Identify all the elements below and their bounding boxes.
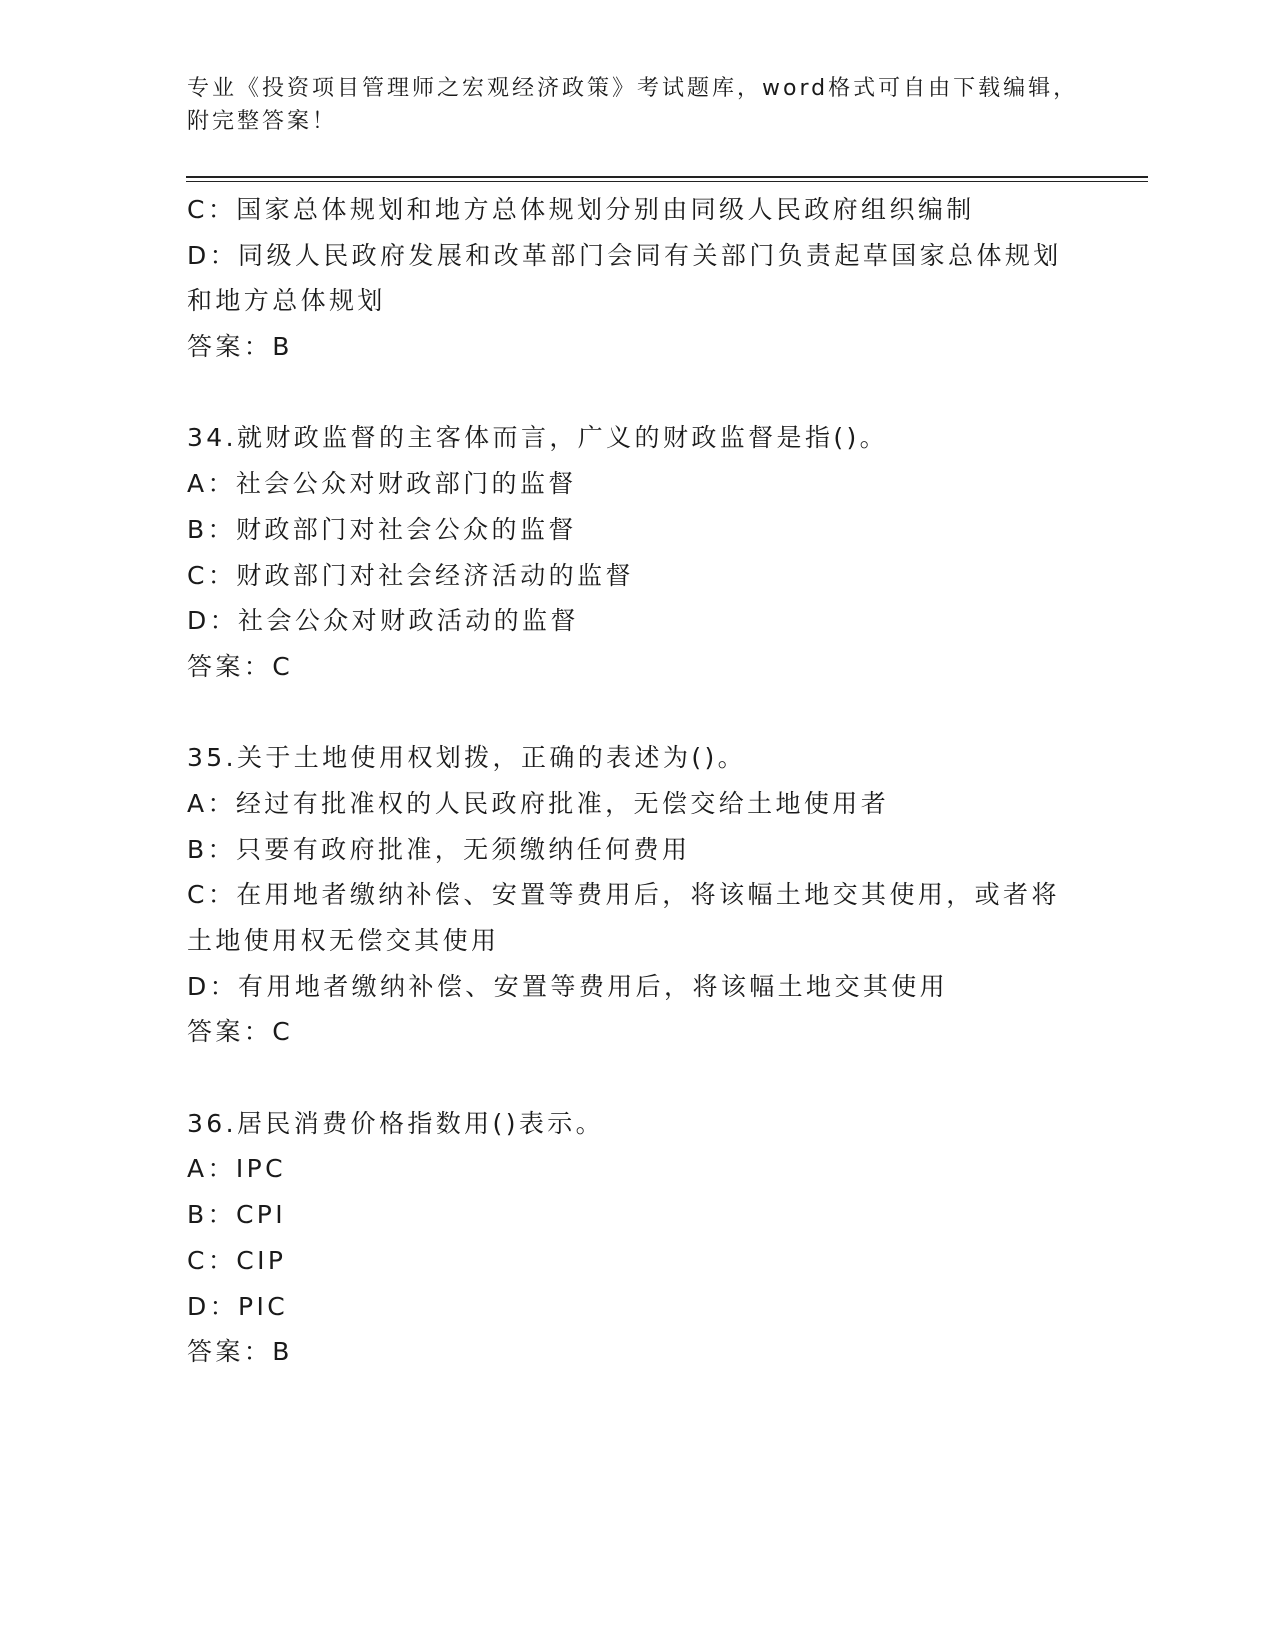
q33-option-d: D：同级人民政府发展和改革部门会同有关部门负责起草国家总体规划	[187, 240, 1062, 270]
q36-stem: 36.居民消费价格指数用()表示。	[187, 1108, 605, 1138]
header-rule-thick	[186, 176, 1148, 178]
q33-answer: 答案：B	[187, 332, 293, 362]
q34-option-c: C：财政部门对社会经济活动的监督	[187, 560, 634, 590]
q36-option-b: B：CPI	[187, 1200, 287, 1230]
spacer	[187, 690, 1087, 736]
spacer	[187, 1055, 1087, 1101]
header-line-1: 专业《投资项目管理师之宏观经济政策》考试题库，word格式可自由下载编辑，	[187, 76, 1079, 101]
q34-option-b: B：财政部门对社会公众的监督	[187, 514, 577, 544]
q36-option-a: A：IPC	[187, 1154, 287, 1184]
q34-option-d: D：社会公众对财政活动的监督	[187, 606, 579, 636]
q36-option-c: C：CIP	[187, 1245, 287, 1275]
q33-option-c: C：国家总体规划和地方总体规划分别由同级人民政府组织编制	[187, 195, 975, 224]
document-header	[187, 72, 1079, 138]
q34-option-a: A：社会公众对财政部门的监督	[187, 469, 577, 499]
q35-option-d: D：有用地者缴纳补偿、安置等费用后，将该幅土地交其使用	[187, 971, 949, 1001]
spacer	[187, 370, 1087, 416]
q35-option-c-cont: 土地使用权无偿交其使用	[187, 926, 500, 955]
q35-option-c: C：在用地者缴纳补偿、安置等费用后，将该幅土地交其使用，或者将	[187, 880, 1060, 910]
question-body	[187, 187, 1087, 1375]
header-line-2: 附完整答案！	[187, 109, 338, 134]
q35-option-b: B：只要有政府批准，无须缴纳任何费用	[187, 834, 691, 864]
q36-option-d: D：PIC	[187, 1291, 289, 1321]
q33-option-d-cont: 和地方总体规划	[187, 286, 386, 316]
q34-stem: 34.就财政监督的主客体而言，广义的财政监督是指()。	[187, 423, 889, 453]
q36-answer: 答案：B	[187, 1337, 293, 1367]
q34-answer: 答案：C	[187, 651, 294, 681]
header-rule-thin	[186, 181, 1148, 182]
q35-option-a: A：经过有批准权的人民政府批准，无偿交给土地使用者	[187, 788, 890, 818]
q35-answer: 答案：C	[187, 1017, 294, 1047]
q35-stem: 35.关于土地使用权划拨，正确的表述为()。	[187, 743, 747, 773]
